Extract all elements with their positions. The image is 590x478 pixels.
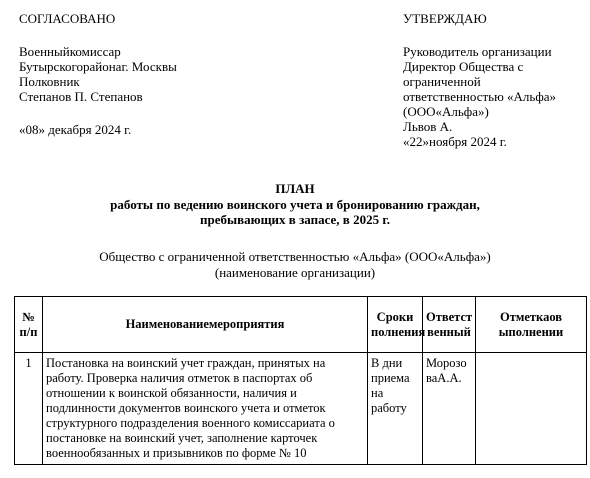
plan-table: [14, 296, 587, 465]
approval-heading: СОГЛАСОВАНО: [19, 11, 116, 26]
cell-number: 1: [15, 353, 43, 465]
confirm-line: (ООО«Альфа»): [403, 104, 489, 119]
approval-line: Бутырскогорайонаг. Москвы: [19, 59, 177, 74]
plan-subtitle-line1: работы по ведению воинского учета и бронированию граждан,: [110, 197, 480, 212]
confirm-line: ограниченной: [403, 74, 481, 89]
plan-title: ПЛАН: [275, 181, 315, 196]
header-activity: Наименованиемероприятия: [43, 297, 368, 353]
header-number: № п/п: [15, 297, 43, 353]
header-responsible: Ответст венный: [423, 297, 476, 353]
header-mark: Отметкаов ыполнении: [476, 297, 587, 353]
approval-block: [19, 11, 339, 137]
plan-subtitle-line2: пребывающих в запасе, в 2025 г.: [199, 212, 391, 227]
cell-mark: [476, 353, 587, 465]
approval-line: Полковник: [19, 74, 80, 89]
approval-line: Военныйкомиссар: [19, 44, 121, 59]
approval-date: «08» декабря 2024 г.: [19, 122, 132, 137]
table-header-row: [15, 297, 587, 353]
confirm-block: [403, 11, 583, 149]
header-term: Сроки полнения: [368, 297, 423, 353]
table-row: [15, 353, 587, 465]
confirm-line: Директор Общества с: [403, 59, 524, 74]
cell-term: В дни приема на работу: [368, 353, 423, 465]
confirm-line: Львов А.: [403, 119, 453, 134]
confirm-line: ответственностью «Альфа»: [403, 89, 557, 104]
confirm-line: Руководитель организации: [403, 44, 552, 59]
cell-responsible: Морозо ваА.А.: [423, 353, 476, 465]
organization-name: Общество с ограниченной ответственностью «Альфа» (ООО«Альфа»): [99, 249, 491, 264]
confirm-date: «22»ноября 2024 г.: [403, 134, 507, 149]
approval-line: Степанов П. Степанов: [19, 89, 143, 104]
cell-activity: Постановка на воинский учет граждан, принятых на работу. Проверка наличия отметок в паспортах об отношении к воинской обязанности, наличия и подлинности документов воинского учета и отметок структурного подразделения военного комиссариата о постановке на воинский учет, заполнение карточек военнообязанных и призывников по форме № 10: [43, 353, 368, 465]
confirm-heading: УТВЕРЖДАЮ: [403, 11, 487, 26]
organization-caption: (наименование организации): [214, 265, 376, 280]
